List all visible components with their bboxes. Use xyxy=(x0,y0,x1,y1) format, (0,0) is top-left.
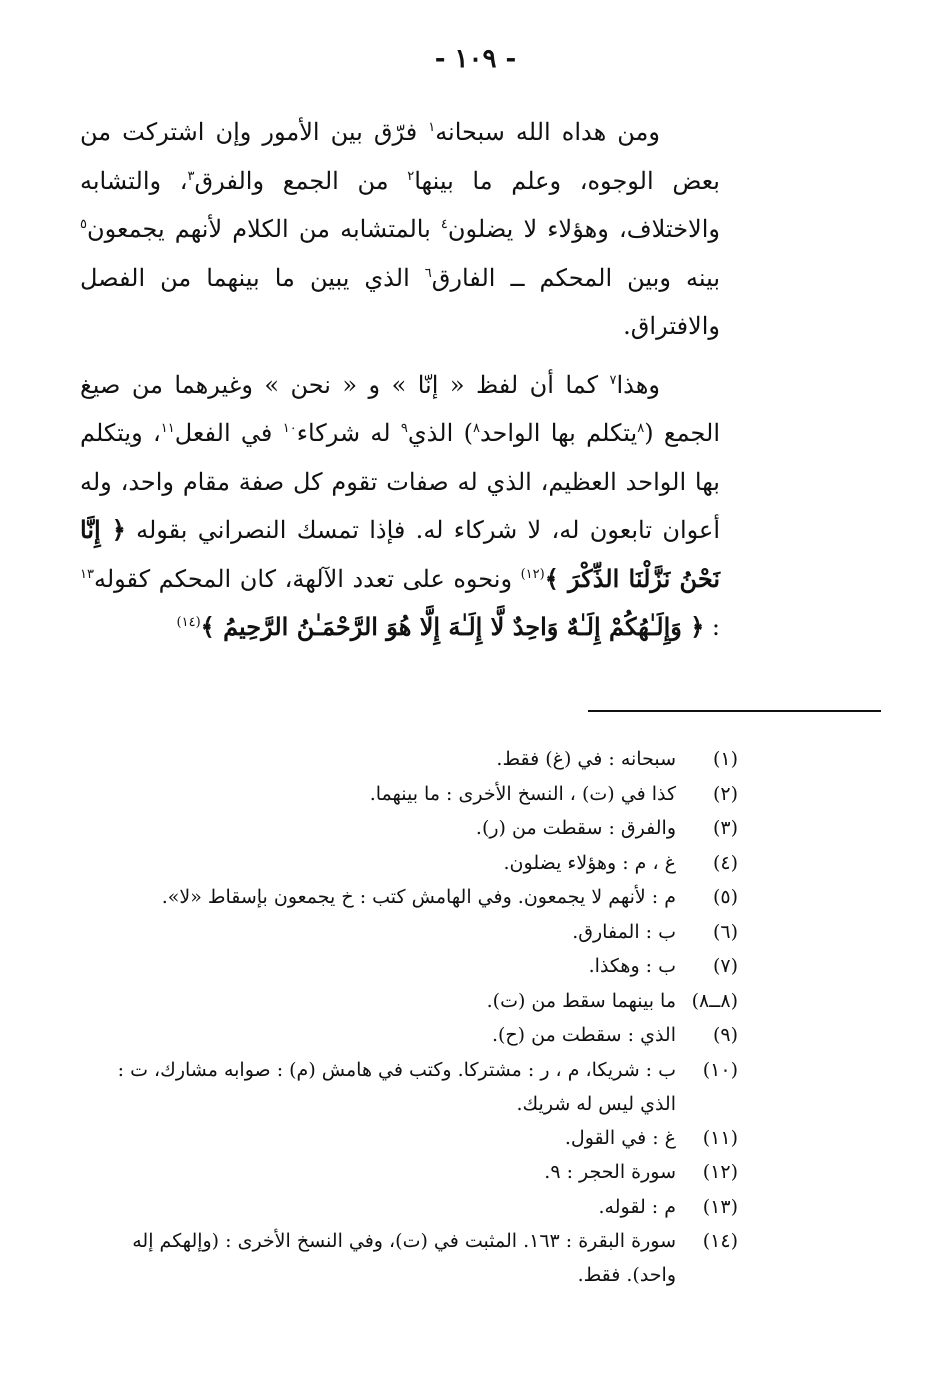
footnote-item xyxy=(90,1053,738,1121)
footnote-text: والفرق : سقطت من (ر). xyxy=(475,817,676,839)
footnote-ref[interactable]: ١٣ xyxy=(80,566,94,582)
text-segment: من الجمع والفرق xyxy=(194,166,408,195)
text-segment: ، ويتكلم بها الواحد العظيم، الذي له صفات تقوم كل صفة مقام واحد، وله أعوان تابعون له، لا شركاء له. فإذا تمسك النصراني بقوله xyxy=(80,419,720,544)
footnote-ref[interactable]: ٨ xyxy=(472,421,480,436)
footnote-item xyxy=(90,1018,738,1053)
text-segment: يتكلم بها الواحد xyxy=(479,419,638,447)
text-segment: : xyxy=(704,613,720,641)
main-text xyxy=(80,108,720,652)
footnote-item xyxy=(90,1224,738,1292)
footnote-item xyxy=(90,742,738,777)
footnote-ref[interactable]: ٩ xyxy=(400,421,408,436)
footnote-ref[interactable]: ٤ xyxy=(440,217,448,232)
footnote-text: ب : المفارق. xyxy=(572,920,676,943)
footnote-number: (٩) xyxy=(712,1024,738,1046)
footnote-number: (٢) xyxy=(712,782,738,805)
footnote-text: م : لقوله. xyxy=(598,1195,676,1218)
footnote-text: الذي : سقطت من (ح). xyxy=(491,1024,676,1046)
quran-verse: ﴿ وَإِلَـٰهُكُمْ إِلَـٰهٌ وَاحِدٌ لَّا إِلَـٰهَ إِلَّا هُوَ الرَّحْمَـٰنُ الرَّحِيمُ ﴾ xyxy=(200,612,705,641)
footnote-text: سورة الحجر : ٩. xyxy=(544,1161,676,1183)
footnote-ref[interactable]: ٢ xyxy=(407,168,415,184)
footnote-number: (٧) xyxy=(712,955,738,977)
footnote-number: (١١) xyxy=(702,1126,738,1149)
footnote-ref[interactable]: ١١ xyxy=(160,421,175,436)
footnote-divider xyxy=(588,710,881,712)
text-segment: فرّق بين الأمور وإن اشتركت من بعض الوجوه، وعلم ما بينها xyxy=(80,118,720,195)
text-segment: له شركاء xyxy=(296,419,401,447)
footnote-ref[interactable]: ٣ xyxy=(187,168,195,184)
footnote-ref[interactable]: ١٠ xyxy=(282,421,297,436)
footnote-item xyxy=(90,880,738,915)
page-number: - ١٠٩ - xyxy=(434,44,517,74)
footnote-text: غ : في القول. xyxy=(564,1126,676,1149)
footnote-text: غ ، م : وهؤلاء يضلون. xyxy=(503,851,676,874)
footnote-item xyxy=(90,1121,738,1156)
text-segment: وهذا xyxy=(616,370,660,399)
text-segment: الذي يبين ما بينهما من الفصل والافتراق. xyxy=(80,263,720,340)
footnote-ref[interactable]: (١٤) xyxy=(176,615,201,630)
text-segment: ونحوه على تعدد الآلهة، كان المحكم كقوله xyxy=(93,564,521,593)
footnote-item xyxy=(90,846,738,881)
footnote-text: سورة البقرة : ١٦٣. المثبت في (ت)، وفي النسخ الأخرى : (وإلهكم إله واحد). فقط. xyxy=(132,1230,676,1286)
text-segment: بينه وبين المحكم ــ الفارق xyxy=(431,263,720,292)
footnote-item xyxy=(90,1155,738,1190)
footnote-text: ب : وهكذا. xyxy=(588,955,676,977)
footnote-number: (٥) xyxy=(712,886,738,908)
footnote-item xyxy=(90,984,738,1019)
footnote-item xyxy=(90,1190,738,1225)
footnote-number: (١٣) xyxy=(702,1195,738,1218)
text-segment: ) الذي xyxy=(407,419,473,447)
footnote-number: (٣) xyxy=(712,817,738,839)
footnote-number: (٨ــ٨) xyxy=(691,989,738,1012)
text-segment: بالمتشابه من الكلام لأنهم يجمعون xyxy=(86,215,441,243)
footnotes-list xyxy=(90,742,738,1292)
footnote-number: (١٠) xyxy=(702,1058,738,1081)
footnote-number: (١) xyxy=(712,748,738,770)
footnote-number: (١٤) xyxy=(702,1230,738,1252)
footnote-number: (٦) xyxy=(712,920,738,943)
paragraph-2 xyxy=(80,361,720,652)
text-segment: ومن هداه الله سبحانه xyxy=(435,118,660,146)
footnote-text: كذا في (ت) ، النسخ الأخرى : ما بينهما. xyxy=(369,782,676,805)
text-segment: كما أن لفظ « إنّا » و « نحن » وغيرهما من صيغ الجمع ( xyxy=(80,370,721,447)
footnote-text: سبحانه : في (غ) فقط. xyxy=(496,748,676,770)
footnote-number: (٤) xyxy=(712,851,738,874)
text-segment: في الفعل xyxy=(174,419,283,447)
footnote-number: (١٢) xyxy=(702,1161,738,1183)
footnote-item xyxy=(90,915,738,950)
footnote-ref[interactable]: ٨ xyxy=(637,421,645,436)
footnote-ref[interactable]: ٥ xyxy=(80,217,87,232)
footnote-ref[interactable]: ٧ xyxy=(609,372,617,388)
quran-verse: ﴿ إِنَّا نَحْنُ نَزَّلْنَا الذِّكْرَ ﴾ xyxy=(80,515,721,593)
footnote-item xyxy=(90,777,738,812)
footnote-item xyxy=(90,811,738,846)
footnote-ref[interactable]: ١ xyxy=(428,120,436,135)
paragraph-1 xyxy=(80,108,720,351)
footnote-text: م : لأنهم لا يجمعون. وفي الهامش كتب : خ يجمعون بإسقاط «لا». xyxy=(161,886,676,908)
footnote-text: ما بينهما سقط من (ت). xyxy=(486,989,676,1012)
text-segment: ، والتشابه والاختلاف، وهؤلاء لا يضلون xyxy=(80,166,720,243)
footnote-item xyxy=(90,949,738,984)
footnote-ref[interactable]: (١٢) xyxy=(520,566,545,582)
footnote-text: ب : شريكا، م ، ر : مشتركا. وكتب في هامش (م) : صوابه مشارك، ت : الذي ليس له شريك. xyxy=(117,1058,676,1115)
footnote-ref[interactable]: ٦ xyxy=(424,265,432,281)
